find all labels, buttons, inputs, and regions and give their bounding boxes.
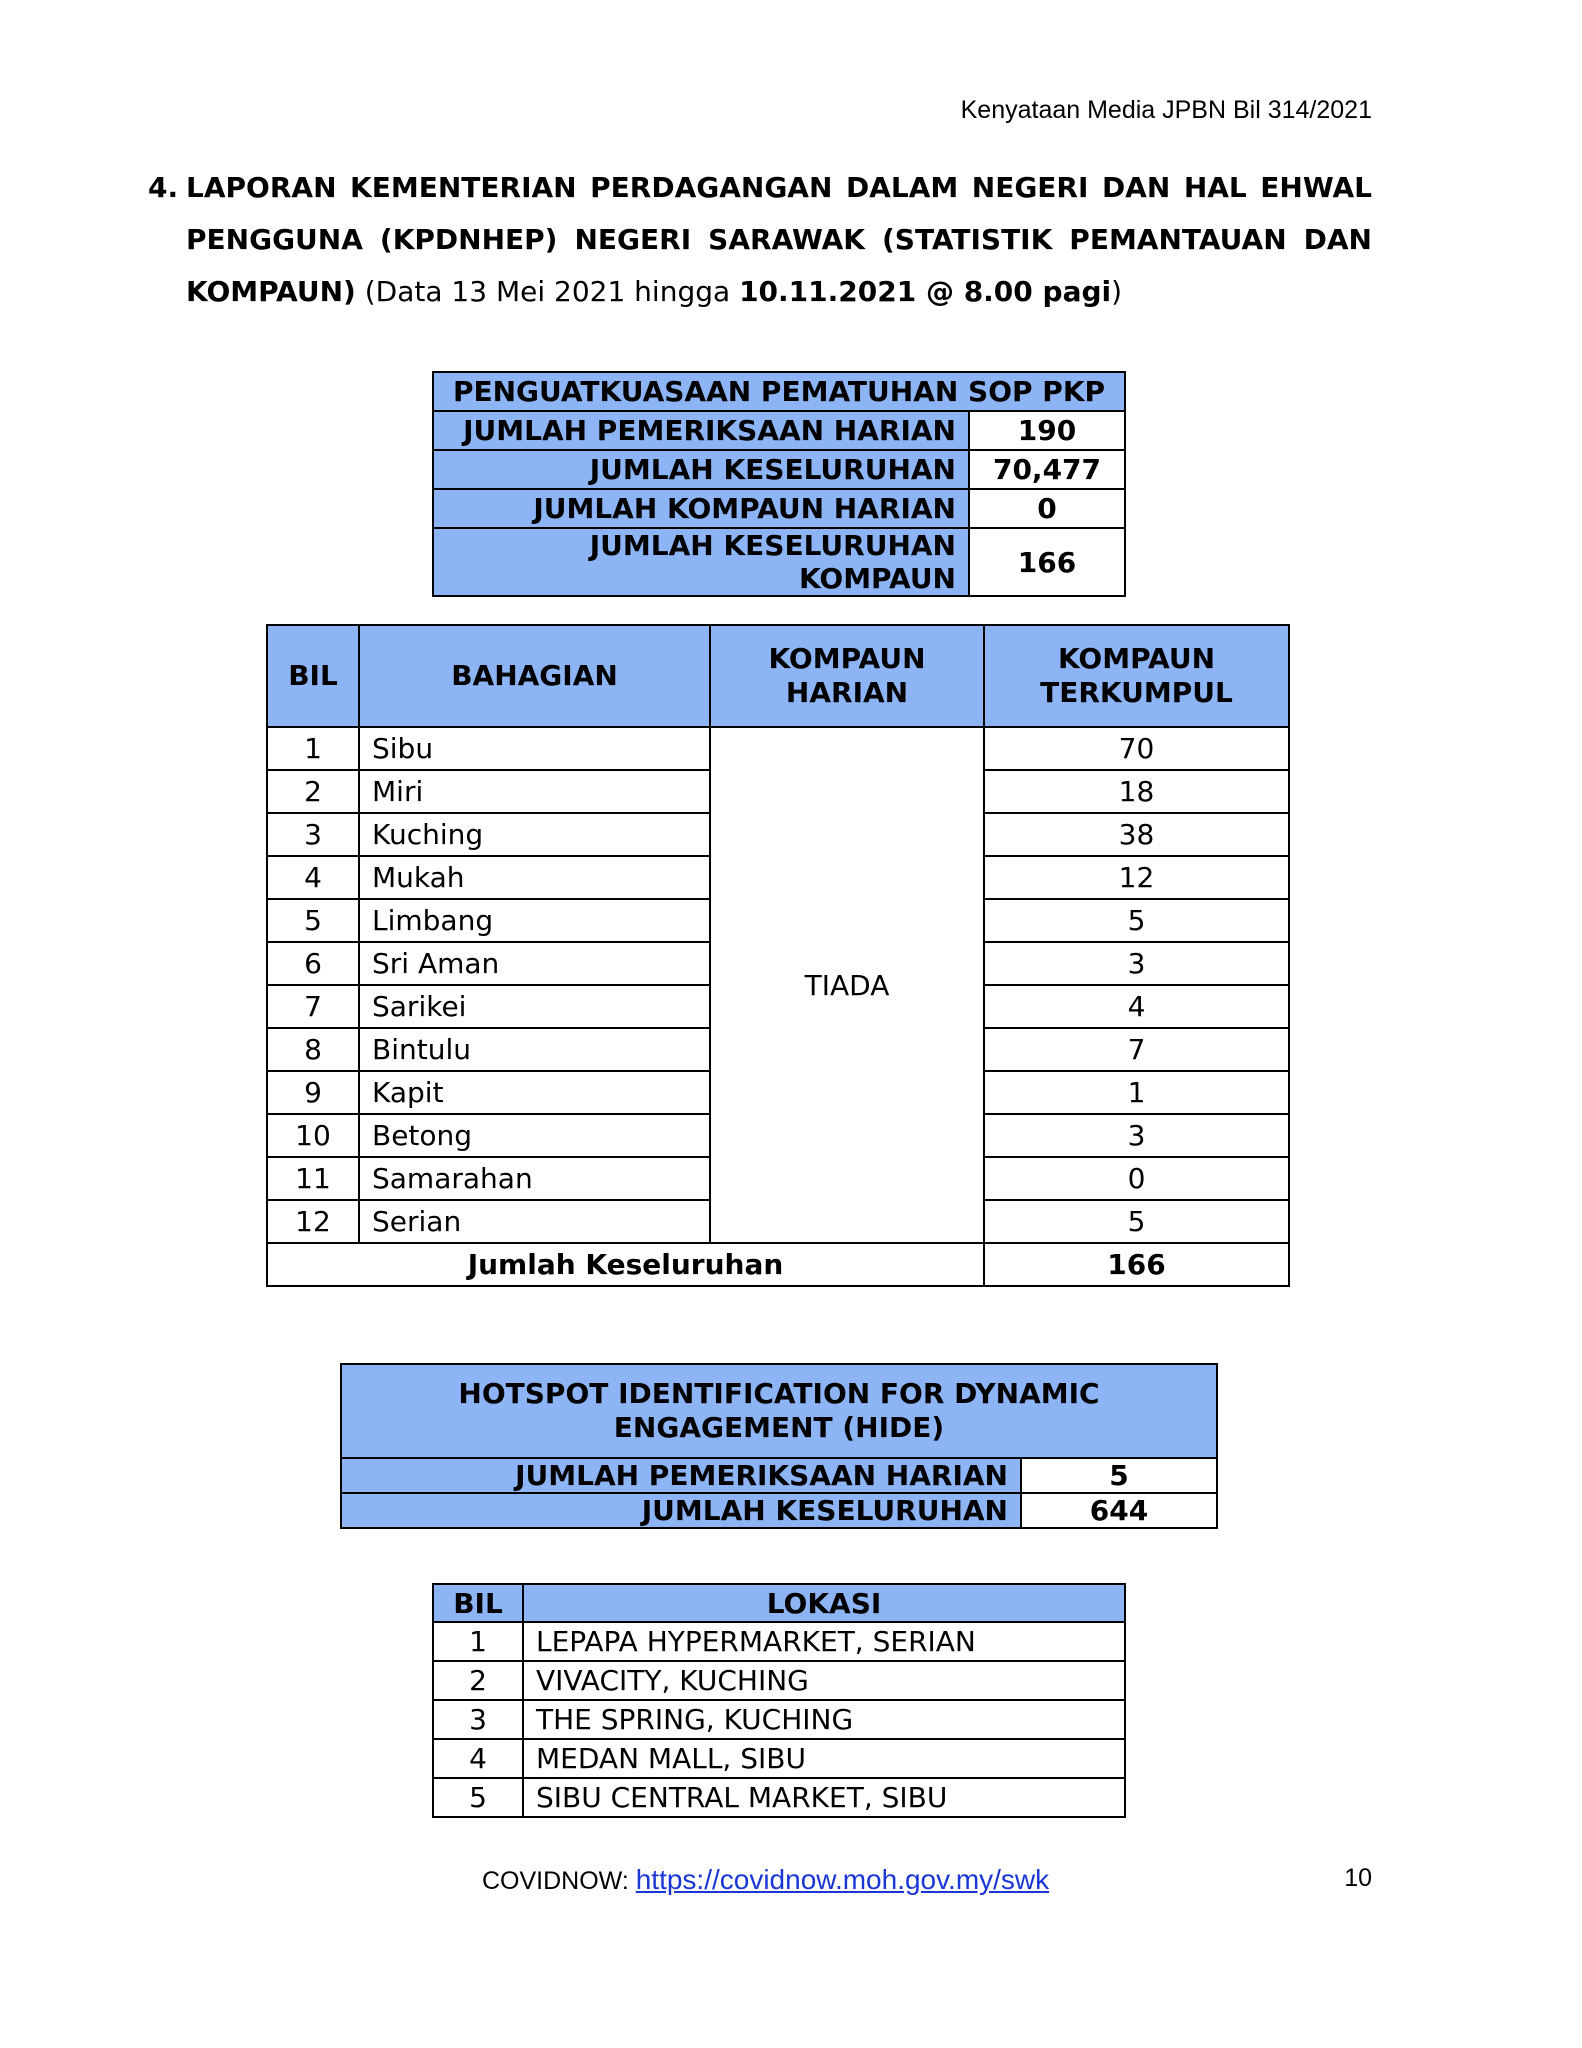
cell-bil: 7 (267, 985, 359, 1028)
cell-lokasi: SIBU CENTRAL MARKET, SIBU (523, 1778, 1125, 1817)
cell-lokasi: VIVACITY, KUCHING (523, 1661, 1125, 1700)
total-row (267, 1243, 1289, 1286)
table-row (433, 1700, 1125, 1739)
table-row (433, 1739, 1125, 1778)
cell-bahagian: Mukah (359, 856, 710, 899)
section-number: 4. (148, 171, 179, 204)
covidnow-link[interactable]: https://covidnow.moh.gov.my/swk (635, 1864, 1050, 1895)
cell-bil: 6 (267, 942, 359, 985)
sop-row-value: 70,477 (969, 450, 1125, 489)
title-line-1: LAPORAN KEMENTERIAN PERDAGANGAN DALAM NEGERI DAN HAL EHWAL (186, 171, 1372, 204)
cell-bil: 1 (267, 727, 359, 770)
title-line-2: PENGGUNA (KPDNHEP) NEGERI SARAWAK (STATISTIK PEMANTAUAN DAN (186, 223, 1372, 256)
sop-row-label: JUMLAH PEMERIKSAAN HARIAN (433, 411, 969, 450)
hide-row-value: 644 (1021, 1493, 1217, 1528)
table-row (433, 1622, 1125, 1661)
section-title (148, 162, 1372, 318)
cell-bil: 4 (433, 1739, 523, 1778)
sop-row-label: JUMLAH KESELURUHAN KOMPAUN (433, 528, 969, 596)
cell-bil: 2 (433, 1661, 523, 1700)
cell-bil: 5 (433, 1778, 523, 1817)
hide-row-label: JUMLAH PEMERIKSAAN HARIAN (341, 1458, 1021, 1493)
division-compound-table (266, 624, 1290, 1287)
cell-kompaun-harian-merged: TIADA (710, 727, 984, 1243)
sop-row-value: 166 (969, 528, 1125, 596)
cell-lokasi: THE SPRING, KUCHING (523, 1700, 1125, 1739)
cell-bil: 11 (267, 1157, 359, 1200)
cell-kompaun-terkumpul: 18 (984, 770, 1289, 813)
sop-row-value: 190 (969, 411, 1125, 450)
cell-bahagian: Sarikei (359, 985, 710, 1028)
footer-source (482, 1864, 1049, 1896)
header-bahagian: BAHAGIAN (359, 625, 710, 727)
table-row (433, 1778, 1125, 1817)
cell-bil: 5 (267, 899, 359, 942)
footer-prefix: COVIDNOW: (482, 1867, 636, 1895)
title-line-3-normal: (Data 13 Mei 2021 hingga (355, 275, 740, 308)
cell-bil: 3 (433, 1700, 523, 1739)
cell-kompaun-terkumpul: 3 (984, 1114, 1289, 1157)
cell-bil: 8 (267, 1028, 359, 1071)
cell-kompaun-terkumpul: 5 (984, 899, 1289, 942)
cell-lokasi: LEPAPA HYPERMARKET, SERIAN (523, 1622, 1125, 1661)
location-table (432, 1583, 1126, 1818)
cell-bahagian: Bintulu (359, 1028, 710, 1071)
hide-row-label: JUMLAH KESELURUHAN (341, 1493, 1021, 1528)
cell-kompaun-terkumpul: 1 (984, 1071, 1289, 1114)
table-row (267, 727, 1289, 770)
title-line-3-end: ) (1111, 275, 1123, 308)
header-lokasi: LOKASI (523, 1584, 1125, 1622)
hide-table (340, 1363, 1218, 1529)
table-row (433, 528, 1125, 596)
table-row (341, 1458, 1217, 1493)
cell-kompaun-terkumpul: 4 (984, 985, 1289, 1028)
cell-kompaun-terkumpul: 7 (984, 1028, 1289, 1071)
header-bil: BIL (433, 1584, 523, 1622)
cell-kompaun-terkumpul: 70 (984, 727, 1289, 770)
header-kompaun-harian: KOMPAUN HARIAN (710, 625, 984, 727)
cell-kompaun-terkumpul: 5 (984, 1200, 1289, 1243)
cell-bil: 4 (267, 856, 359, 899)
cell-bil: 1 (433, 1622, 523, 1661)
cell-bahagian: Limbang (359, 899, 710, 942)
table-row (433, 411, 1125, 450)
cell-bahagian: Miri (359, 770, 710, 813)
cell-lokasi: MEDAN MALL, SIBU (523, 1739, 1125, 1778)
cell-bil: 2 (267, 770, 359, 813)
table-row (433, 1661, 1125, 1700)
table-row (341, 1493, 1217, 1528)
cell-bahagian: Kapit (359, 1071, 710, 1114)
cell-bahagian: Serian (359, 1200, 710, 1243)
cell-kompaun-terkumpul: 3 (984, 942, 1289, 985)
cell-bahagian: Betong (359, 1114, 710, 1157)
cell-kompaun-terkumpul: 12 (984, 856, 1289, 899)
cell-bahagian: Samarahan (359, 1157, 710, 1200)
title-line-3-bold: KOMPAUN) (186, 275, 356, 308)
cell-kompaun-terkumpul: 38 (984, 813, 1289, 856)
hide-table-title: HOTSPOT IDENTIFICATION FOR DYNAMIC ENGAGEMENT (HIDE) (341, 1364, 1217, 1458)
total-value: 166 (984, 1243, 1289, 1286)
cell-bil: 12 (267, 1200, 359, 1243)
cell-kompaun-terkumpul: 0 (984, 1157, 1289, 1200)
title-line-3 (186, 266, 1372, 318)
cell-bahagian: Kuching (359, 813, 710, 856)
cell-bil: 9 (267, 1071, 359, 1114)
sop-row-label: JUMLAH KESELURUHAN (433, 450, 969, 489)
page-number: 10 (1344, 1864, 1372, 1892)
document-reference: Kenyataan Media JPBN Bil 314/2021 (960, 96, 1372, 124)
hide-row-value: 5 (1021, 1458, 1217, 1493)
title-date: 10.11.2021 @ 8.00 pagi (739, 275, 1112, 308)
table-row (433, 489, 1125, 528)
sop-row-value: 0 (969, 489, 1125, 528)
table-row (433, 450, 1125, 489)
header-bil: BIL (267, 625, 359, 727)
header-kompaun-terkumpul: KOMPAUN TERKUMPUL (984, 625, 1289, 727)
sop-table-title: PENGUATKUASAAN PEMATUHAN SOP PKP (433, 372, 1125, 411)
cell-bahagian: Sibu (359, 727, 710, 770)
cell-bil: 3 (267, 813, 359, 856)
sop-row-label: JUMLAH KOMPAUN HARIAN (433, 489, 969, 528)
sop-enforcement-table (432, 371, 1126, 597)
cell-bil: 10 (267, 1114, 359, 1157)
cell-bahagian: Sri Aman (359, 942, 710, 985)
total-label: Jumlah Keseluruhan (267, 1243, 984, 1286)
